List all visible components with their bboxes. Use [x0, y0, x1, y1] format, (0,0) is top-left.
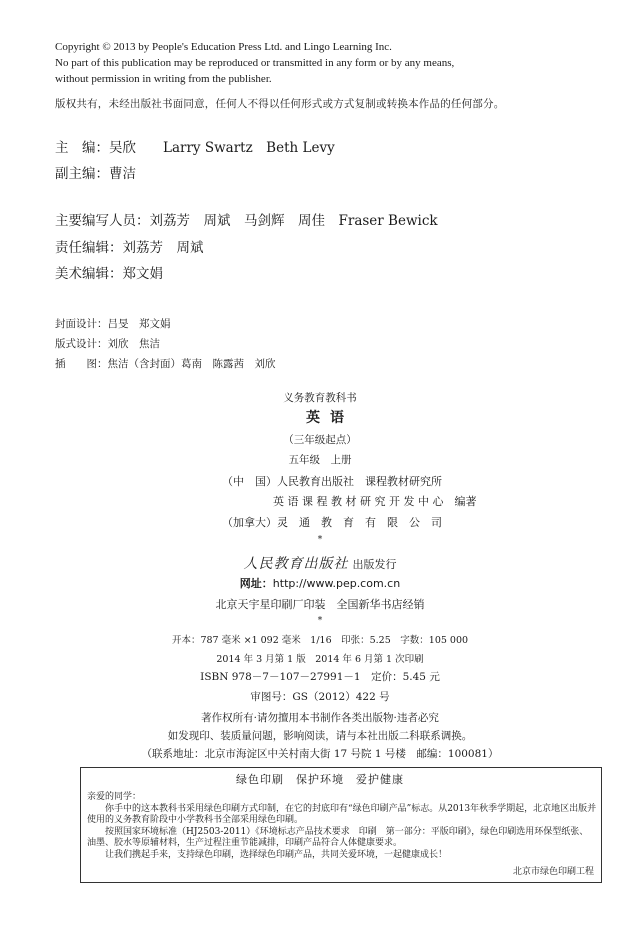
copyright-line-3: without permission in writing from the publisher.: [55, 73, 272, 85]
green-printing-signature: 北京市绿色印刷工程: [512, 867, 594, 877]
chief-editor-value: 吴欣 Larry Swartz Beth Levy: [109, 140, 335, 156]
layout-design-label: 版式设计：: [55, 338, 108, 350]
illustration-value: 焦洁（含封面）葛南 陈露茜 刘欣: [107, 358, 276, 370]
cover-design: [55, 314, 171, 334]
copyright-notice-cn: 版权共有，未经出版社书面同意，任何人不得以任何形式或方式复制或转换本作品的任何部分。: [55, 98, 505, 110]
publisher-line-3: （加拿大）灵 通 教 育 有 限 公 司: [222, 516, 442, 529]
copyright-line-2: No part of this publication may be reproduced or transmitted in any form or by any means,: [55, 57, 455, 69]
publisher-logo: 人民教育出版社: [243, 556, 349, 572]
book-volume: 五年级 上册: [288, 454, 352, 466]
cover-design-label: 封面设计：: [55, 318, 108, 330]
website-line: [0, 575, 640, 591]
website-label: 网址：: [239, 577, 273, 590]
art-editor-value: 郑文娟: [122, 266, 163, 282]
book-isbn: ISBN 978－7－107－27991－1 定价：5.45 元: [200, 671, 440, 683]
map-review-number: 审图号：GS（2012）422 号: [250, 691, 390, 703]
responsible-editor: [55, 238, 204, 258]
responsible-editor-value: 刘荔芳 周斌: [122, 240, 204, 256]
separator-star-1: *: [317, 535, 323, 545]
publisher-logo-suffix: 出版发行: [352, 558, 397, 571]
art-editor-label: 美术编辑：: [55, 266, 123, 282]
book-series: 义务教育教科书: [283, 392, 357, 404]
copyright-notice: [55, 39, 454, 87]
deputy-editor-label: 副主编：: [55, 166, 109, 182]
publisher-logo-line: [0, 553, 640, 573]
rights-notice: 著作权所有·请勿擅用本书制作各类出版物·违者必究: [201, 712, 439, 724]
art-editor: [55, 264, 163, 284]
layout-design-value: 刘欣 焦洁: [107, 338, 160, 350]
green-printing-paragraph-3: 让我们携起手来，支持绿色印刷，选择绿色印刷产品，共同关爱环境，一起健康成长！: [87, 849, 448, 860]
book-subtitle: （三年级起点）: [283, 434, 357, 446]
illustration-label: 插 图：: [55, 358, 108, 370]
main-writers-label: 主要编写人员：: [55, 213, 150, 229]
cover-design-value: 吕旻 郑文娟: [107, 318, 171, 330]
responsible-editor-label: 责任编辑：: [55, 240, 123, 256]
separator-star-2: *: [317, 616, 323, 626]
main-writers: [55, 211, 438, 231]
green-printing-greeting: 亲爱的同学：: [87, 792, 142, 802]
chief-editor: [55, 138, 335, 158]
quality-notice: 如发现印、装质量问题，影响阅读，请与本社出版二科联系调换。: [167, 730, 473, 742]
copyright-line-1: Copyright © 2013 by People's Education Press Ltd. and Lingo Learning Inc.: [55, 41, 392, 53]
main-writers-value: 刘荔芳 周斌 马剑辉 周佳 Fraser Bewick: [149, 213, 438, 229]
website-link[interactable]: http://www.pep.com.cn: [272, 577, 401, 590]
chief-editor-label: 主 编：: [55, 140, 109, 156]
deputy-editor: [55, 164, 136, 184]
green-printing-text: [87, 792, 597, 861]
book-specs: 开本：787 毫米 ×1 092 毫米 1/16 印张：5.25 字数：105 000: [171, 635, 469, 646]
layout-design: [55, 334, 160, 354]
green-printing-paragraph-2: 按照国家环境标准（HJ2503-2011）《环境标志产品技术要求 印刷 第一部分：平版印刷》，绿色印刷选用环保型纸张、油墨、胶水等原辅材料，生产过程注重节能减排，印刷产品符合人体健康要求。: [87, 826, 589, 848]
publisher-line-2: 英 语 课 程 教 材 研 究 开 发 中 心 编著: [273, 495, 477, 508]
illustration: [55, 354, 276, 374]
green-printing-paragraph-1: 你手中的这本教科书采用绿色印刷方式印制，在它的封底印有“绿色印刷产品”标志。从2013年秋季学期起，北京地区出版并使用的义务教育阶段中小学教科书全部采用绿色印刷。: [87, 803, 597, 825]
book-edition: 2014 年 3 月第 1 版 2014 年 6 月第 1 次印刷: [216, 654, 424, 665]
green-printing-title: 绿色印刷 保护环境 爱护健康: [236, 773, 404, 786]
book-title: 英语: [306, 410, 354, 426]
printer-line: 北京天宇星印刷厂印装 全国新华书店经销: [215, 598, 425, 611]
publisher-line-1: （中 国）人民教育出版社 课程教材研究所: [222, 475, 442, 488]
contact-address: （联系地址：北京市海淀区中关村南大街 17 号院 1 号楼 邮编：100081）: [141, 748, 499, 760]
deputy-editor-value: 曹洁: [109, 166, 136, 182]
